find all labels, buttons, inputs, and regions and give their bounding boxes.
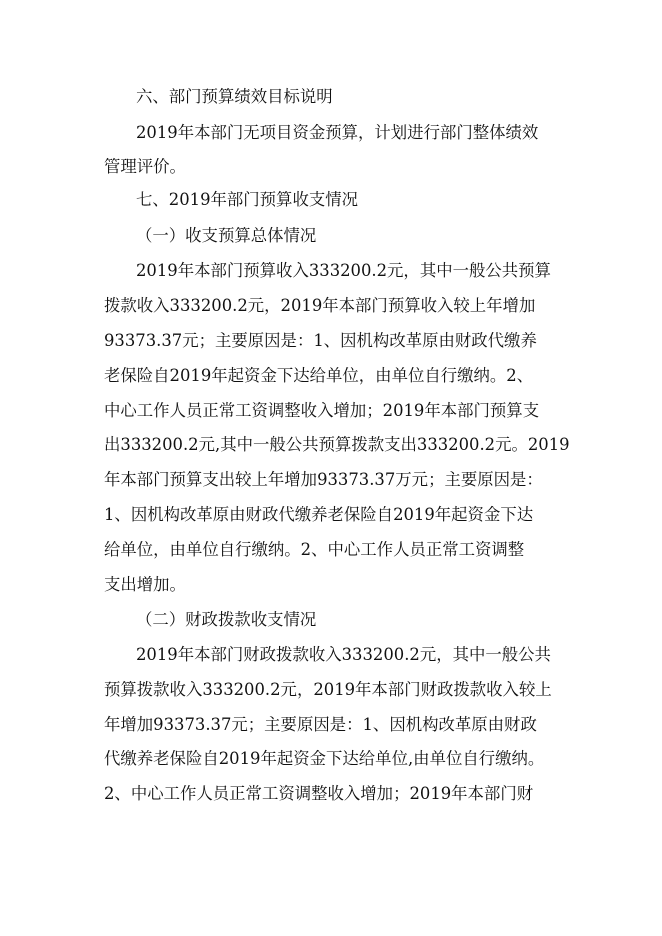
paragraph-line: 2019年本部门预算收入333200.2元，其中一般公共预算 <box>136 261 551 280</box>
paragraph-line: 2019年本部门无项目资金预算，计划进行部门整体绩效 <box>136 123 539 142</box>
paragraph-line: 管理评价。 <box>104 157 186 176</box>
paragraph-line: 中心工作人员正常工资调整收入增加；2019年本部门预算支 <box>104 401 540 420</box>
section-heading-7: 七、2019年部门预算收支情况 <box>136 190 359 209</box>
paragraph-line: 93373.37元；主要原因是：1、因机构改革原由财政代缴养 <box>104 331 537 350</box>
paragraph-line: 年本部门预算支出较上年增加93373.37万元；主要原因是： <box>104 470 543 489</box>
paragraph-line: 预算拨款收入333200.2元，2019年本部门财政拨款收入较上 <box>104 680 552 699</box>
subsection-heading-2: （二）财政拨款收支情况 <box>136 610 317 629</box>
paragraph-line: 代缴养老保险自2019年起资金下达给单位,由单位自行缴纳。 <box>104 749 545 768</box>
subsection-heading-1: （一）收支预算总体情况 <box>136 226 317 245</box>
paragraph-line: 出333200.2元,其中一般公共预算拨款支出333200.2元。2019 <box>104 435 570 454</box>
paragraph-line: 支出增加。 <box>104 575 186 594</box>
paragraph-line: 老保险自2019年起资金下达给单位，由单位自行缴纳。2、 <box>104 366 534 385</box>
paragraph-line: 年增加93373.37元；主要原因是：1、因机构改革原由财政 <box>104 715 537 734</box>
paragraph-line: 2019年本部门财政拨款收入333200.2元，其中一般公共 <box>136 645 551 664</box>
section-heading-6: 六、部门预算绩效目标说明 <box>136 87 333 106</box>
paragraph-line: 拨款收入333200.2元，2019年本部门预算收入较上年增加 <box>104 296 536 315</box>
paragraph-line: 2、中心工作人员正常工资调整收入增加；2019年本部门财 <box>104 784 534 803</box>
paragraph-line: 1、因机构改革原由财政代缴养老保险自2019年起资金下达 <box>104 505 534 524</box>
paragraph-line: 给单位，由单位自行缴纳。2、中心工作人员正常工资调整 <box>104 540 525 559</box>
